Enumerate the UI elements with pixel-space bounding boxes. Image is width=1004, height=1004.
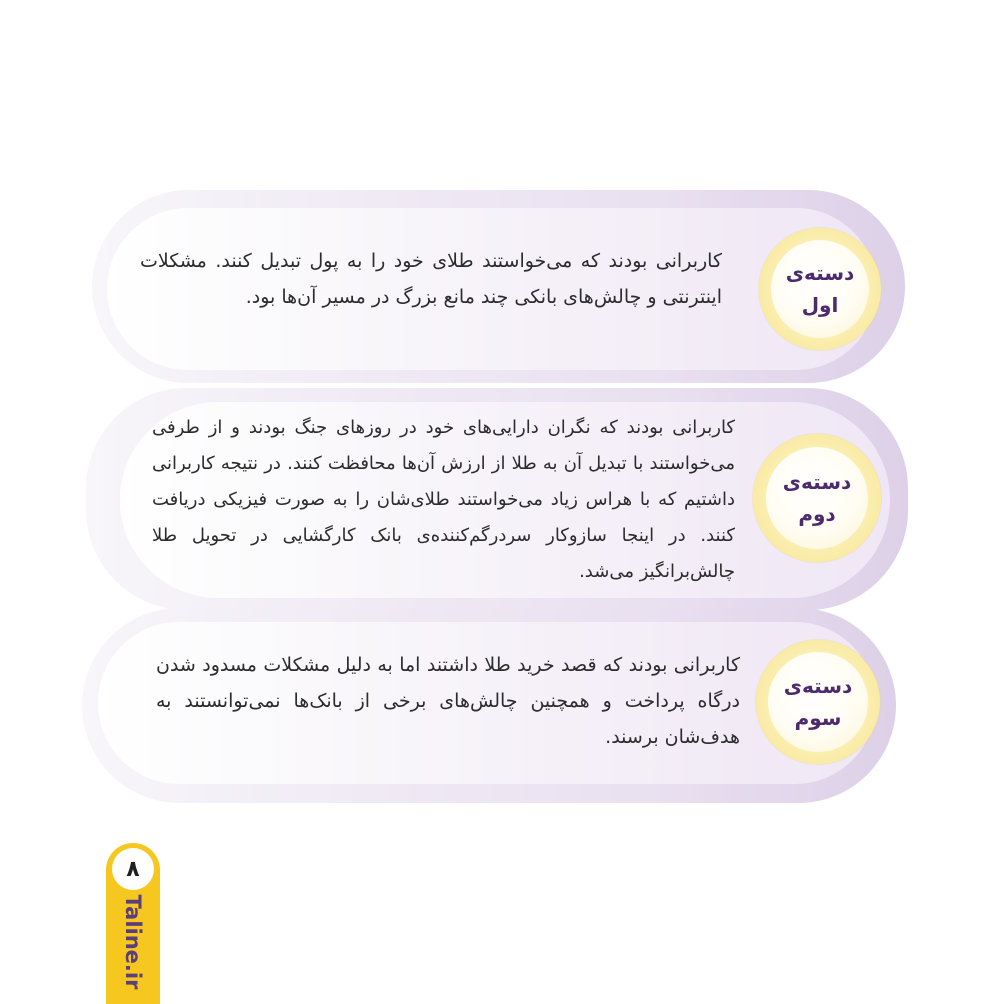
group-1-title-line1: دسته‌ی (785, 261, 855, 285)
group-1-title (771, 240, 869, 338)
group-2-description: کاربرانی بودند که نگران دارایی‌های خود در روزهای جنگ بودند و از طرفی می‌خواستند با تبدیل آن به طلا از ارزش آن‌ها محافظت کنند. در نتیجه کاربرانی داشتیم که با هراس زیاد می‌خواستند طلای‌شان را به صورت فیزیکی دریافت کنند. در اینجا سازوکار سردرگم‌کننده‌ی بانک کارگشایی در تحویل طلا چالش‌برانگیز می‌شد. (152, 417, 735, 582)
group-1-title-line2: اول (801, 293, 839, 317)
group-3-title-line1: دسته‌ی (783, 674, 853, 698)
page-number: ۸ (112, 848, 154, 890)
group-3-title (768, 652, 868, 752)
group-2-title-line2: دوم (798, 502, 836, 526)
group-1-description: کاربرانی بودند که می‌خواستند طلای خود را به پول تبدیل کنند. مشکلات اینترنتی و چالش‌های بانکی چند مانع بزرگ در مسیر آن‌ها بود. (140, 250, 722, 308)
group-2-title (766, 447, 868, 549)
group-3-description: کاربرانی بودند که قصد خرید طلا داشتند اما به دلیل مشکلات مسدود شدن درگاه پرداخت و همچنین چالش‌های برخی از بانک‌ها نمی‌توانستند به هدف‌شان برسند. (156, 654, 740, 748)
group-3-title-line2: سوم (794, 706, 842, 730)
group-2-title-line1: دسته‌ی (782, 470, 852, 494)
site-label: Taline.ir (121, 894, 145, 990)
